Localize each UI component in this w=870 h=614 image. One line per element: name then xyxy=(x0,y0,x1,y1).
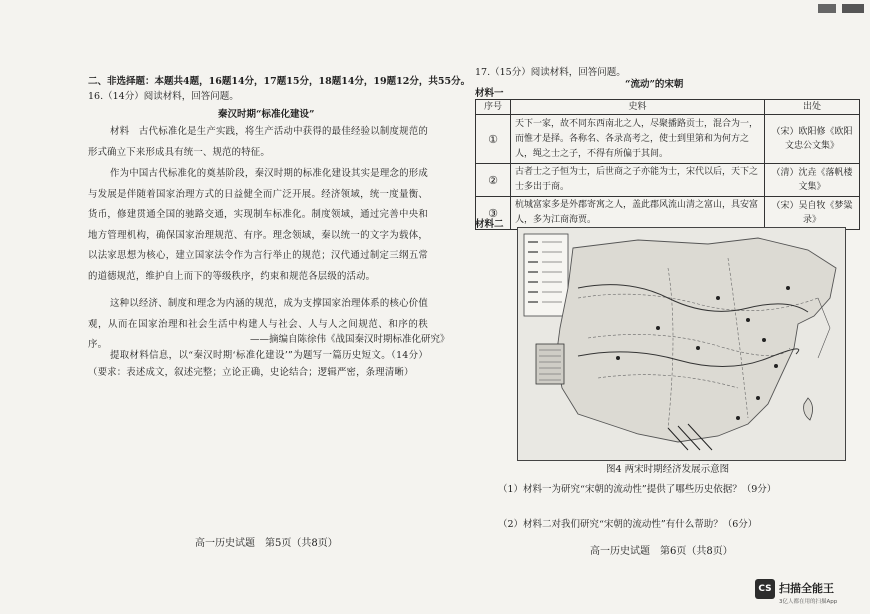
article-title: 秦汉时期“标准化建设” xyxy=(218,109,315,120)
map-landmass xyxy=(556,238,836,442)
subquestion-2: （2）材料二对我们研究“宋朝的流动性”有什么帮助？（6分） xyxy=(498,519,758,530)
material2-label: 材料二 xyxy=(475,219,504,230)
song-economy-map xyxy=(517,227,846,461)
q17-title: “流动”的宋朝 xyxy=(625,79,684,90)
map-drawing xyxy=(518,228,845,460)
right-page xyxy=(440,0,870,614)
q17-intro: 17.（15分）阅读材料，回答问题。 xyxy=(475,67,626,78)
camscanner-logo-icon: CS xyxy=(755,579,775,599)
row-source: （清）沈垚《落帆楼文集》 xyxy=(765,164,860,197)
map-caption: 图4 两宋时期经济发展示意图 xyxy=(606,464,730,475)
row-number: ③ xyxy=(476,197,511,230)
row-text: 杭城富家多是外郡寄寓之人，盖此郡风流山清之富山，具安富人，多为江商海贾。 xyxy=(511,197,765,230)
watermark-subtitle: 3亿人都在用的扫描App xyxy=(779,599,838,605)
material1-label: 材料一 xyxy=(475,88,504,99)
section-heading: 二、非选择题：本题共4题，16题14分，17题15分，18题14分，19题12分，共55分。 xyxy=(88,76,471,87)
subquestion-1: （1）材料一为研究“宋朝的流动性”提供了哪些历史依据？（9分） xyxy=(498,484,777,495)
table-row xyxy=(476,164,860,197)
material-paragraph: 这种以经济、制度和理念为内涵的规范，成为支撑国家治理体系的核心价值观，从而在国家治理和社会生活中构建人与社会、人与人之间规范、和序的秩序。 xyxy=(88,298,428,350)
page-footer: 高一历史试题 第6页（共8页） xyxy=(590,546,733,557)
row-text: 天下一家，故不同东西南北之人，尽聚播路贡士，混合为一，而惟才是择。各称名、各录高考之，使士到里第和为何方之人，绳之士之子，不得有所偏于其间。 xyxy=(511,115,765,164)
row-number: ① xyxy=(476,115,511,164)
source-table xyxy=(475,99,860,230)
row-source: （宋）欧阳修《欧阳文忠公文集》 xyxy=(765,115,860,164)
table-row xyxy=(476,115,860,164)
table-header: 出处 xyxy=(765,100,860,115)
table-header: 序号 xyxy=(476,100,511,115)
map-legend xyxy=(524,234,568,316)
q16-intro: 16.（14分）阅读材料，回答问题。 xyxy=(88,91,239,102)
table-header: 史料 xyxy=(511,100,765,115)
citation: ——摘编自陈徐伟《战国秦汉时期标准化研究》 xyxy=(250,334,450,345)
row-source: （宋）吴自牧《梦粱录》 xyxy=(765,197,860,230)
table-row xyxy=(476,197,860,230)
material-paragraph: 作为中国古代标准化的奠基阶段，秦汉时期的标准化建设其实是理念的形成与发展是伴随着国家治理方式的日益健全而广泛开展。经济领域，统一度量衡、货币，修建贯通全国的驰路交通，实现制车标准化。制度领域，通过完善中央和地方管理机构，确保国家治理规范、有序。理念领域，秦以统一的文字为载体，以法家思想为核心，建立国家法令作为言行举止的规范；汉代通过制定三纲五常的道德规范，维护自上而下的等级秩序，约束和规范各层级的活动。 xyxy=(88,168,428,282)
material-paragraph: 材料 古代标准化是生产实践，将生产活动中获得的最佳经验以制度规范的形式确立下来形成具有统一、规范的特征。 xyxy=(88,126,428,158)
map-island xyxy=(804,398,813,420)
row-text: 古者士之子恒为士，后世商之子亦能为士，宋代以后，天下之士多出于商。 xyxy=(511,164,765,197)
watermark-name: 扫描全能王 xyxy=(779,582,834,595)
row-number: ② xyxy=(476,164,511,197)
page-footer: 高一历史试题 第5页（共8页） xyxy=(195,538,338,549)
writing-task: 提取材料信息，以“秦汉时期‘标准化建设’”为题写一篇历史短文。（14分）（要求：表述成文，叙述完整；立论正确，史论结合；逻辑严密，条理清晰） xyxy=(88,350,428,378)
